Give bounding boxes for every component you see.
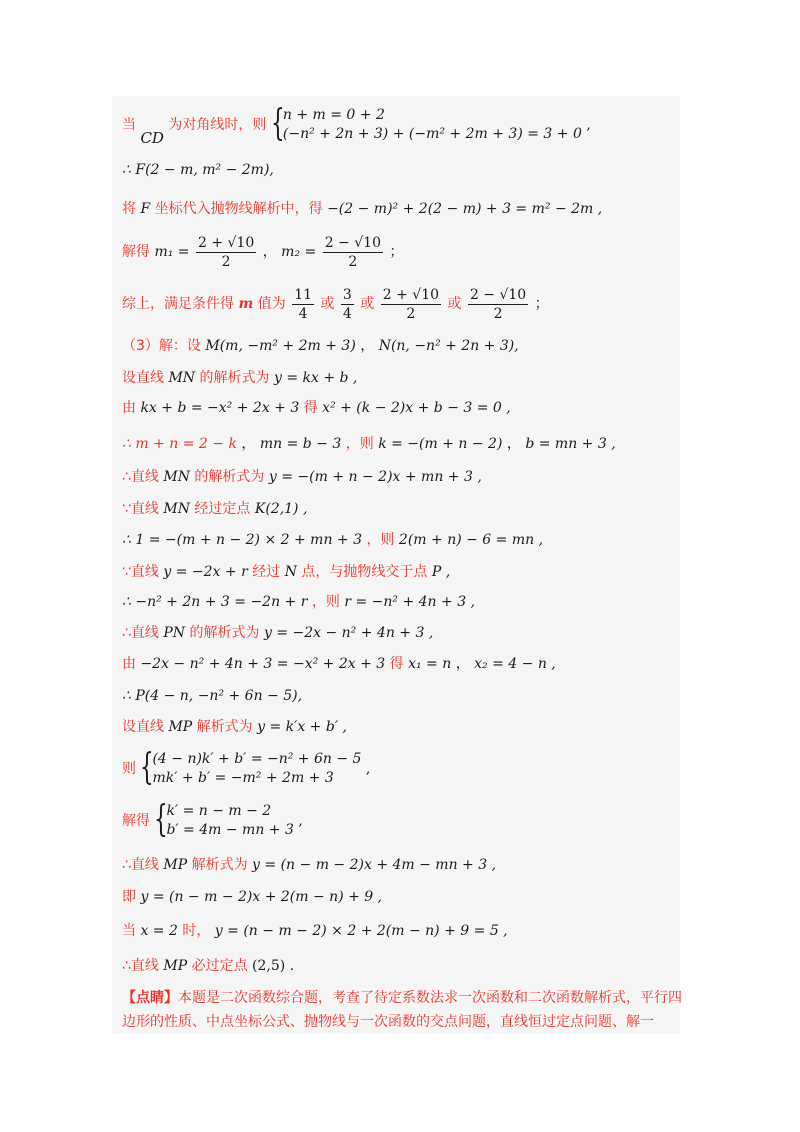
numerator: 3 xyxy=(342,286,352,303)
math: ∴ −n² + 2n + 3 = −2n + r xyxy=(122,594,308,610)
line-6 xyxy=(122,336,519,356)
text: 设直线 xyxy=(122,370,164,386)
text: 则 xyxy=(122,761,136,777)
numerator: 2 + √10 xyxy=(382,286,440,303)
text: 解得 xyxy=(122,813,150,829)
math: y = kx + b , xyxy=(273,370,358,386)
text: 为对角线时，则 xyxy=(168,117,267,133)
math: F xyxy=(140,201,151,217)
line-20 xyxy=(122,799,303,840)
math: y = (n − m − 2) × 2 + 2(m − n) + 9 = 5 , xyxy=(214,923,508,939)
math: x₁ = n xyxy=(408,656,452,672)
fraction xyxy=(196,234,256,271)
math: M(m, −m² + 2m + 3) xyxy=(205,338,356,354)
text: ∵直线 xyxy=(122,564,159,580)
math: −(2 − m)² + 2(2 − m) + 3 = m² − 2m , xyxy=(327,201,603,217)
line-11 xyxy=(122,499,307,519)
numerator: 2 + √10 xyxy=(197,234,255,251)
text: 当 xyxy=(122,117,136,133)
text: 的解析式为 xyxy=(194,469,265,485)
line-13 xyxy=(122,562,450,582)
text: 得 xyxy=(303,400,318,416)
text: ，则 xyxy=(345,436,374,452)
math: −2x − n² + 4n + 3 = −x² + 2x + 3 xyxy=(140,656,386,672)
line-23 xyxy=(122,921,508,941)
fraction xyxy=(341,286,354,323)
text: 或 xyxy=(320,296,335,312)
line-3 xyxy=(122,199,602,219)
line-22 xyxy=(122,887,382,907)
text: 设直线 xyxy=(122,719,164,735)
line-19 xyxy=(122,747,371,788)
math: ∴ m + n = 2 − k xyxy=(122,436,237,452)
text: 值为 xyxy=(257,296,286,312)
text: 的解析式为 xyxy=(189,625,260,641)
brace: { xyxy=(270,103,285,144)
math: m₂ = xyxy=(281,244,317,260)
text: （3）解：设 xyxy=(122,338,201,354)
text: ∴直线 xyxy=(122,857,159,873)
numerator: 2 − √10 xyxy=(324,234,381,251)
punct: ； xyxy=(534,296,549,312)
line-21 xyxy=(122,855,496,875)
denominator: 2 xyxy=(348,253,358,270)
denominator: 4 xyxy=(342,305,352,322)
punct: ， xyxy=(360,338,375,354)
text: 由 xyxy=(122,656,136,672)
line-16 xyxy=(122,654,556,674)
text: 即 xyxy=(122,889,136,905)
denominator: 2 xyxy=(406,305,416,322)
math: y = (n − m − 2)x + 4m − mn + 3 , xyxy=(252,857,497,873)
brace: { xyxy=(140,747,155,788)
line-1 xyxy=(122,103,591,147)
math: N xyxy=(284,564,297,580)
denominator: 2 xyxy=(221,253,231,270)
punct: ， xyxy=(241,436,256,452)
line-14 xyxy=(122,592,475,612)
system-row: b′ = 4m − mn + 3 xyxy=(166,822,294,838)
text: 或 xyxy=(360,296,375,312)
equation-system xyxy=(154,799,294,840)
math: 2(m + n) − 6 = mn , xyxy=(398,532,544,548)
text: ∴直线 xyxy=(122,625,159,641)
punct: , xyxy=(365,761,371,777)
math: CD xyxy=(140,129,164,147)
text: 得 xyxy=(389,656,404,672)
brace: { xyxy=(154,799,169,840)
denominator: 2 xyxy=(493,305,503,322)
math: MP xyxy=(163,958,188,974)
text: 综上，满足条件得 xyxy=(122,296,234,312)
text: 将 xyxy=(122,201,136,217)
math: ∴ P(4 − n, −n² + 6n − 5), xyxy=(122,688,303,704)
line-24 xyxy=(122,956,294,976)
math: x₂ = 4 − n , xyxy=(474,656,556,672)
text: 必过定点 xyxy=(191,958,248,974)
system-row: (−n² + 2n + 3) + (−m² + 2m + 3) = 3 + 0 xyxy=(282,126,582,142)
line-18 xyxy=(122,717,347,737)
math: K(2,1) , xyxy=(254,501,308,517)
punct: ， xyxy=(455,656,470,672)
punct: , xyxy=(586,117,591,133)
line-17 xyxy=(122,686,302,706)
punct: ， xyxy=(506,436,521,452)
math: y = (n − m − 2)x + 2(m − n) + 9 , xyxy=(140,889,383,905)
math: kx + b = −x² + 2x + 3 xyxy=(140,400,300,416)
system-row: k′ = n − m − 2 xyxy=(166,803,272,819)
numerator: 11 xyxy=(294,286,313,303)
comment-tag: 【点睛】 xyxy=(122,990,178,1006)
comment-text: 本题是二次函数综合题，考查了待定系数法求一次函数和二次函数解析式，平行四边形的性质、中点坐标公式、抛物线与一次函数的交点问题，直线恒过定点问题、解一 xyxy=(122,990,682,1030)
math: x² + (k − 2)x + b − 3 = 0 , xyxy=(322,400,511,416)
math: y = −(m + n − 2)x + mn + 3 , xyxy=(268,469,482,485)
equation-system xyxy=(140,747,362,788)
math: y = −2x + r xyxy=(163,564,248,580)
math: mn = b − 3 xyxy=(259,436,342,452)
text: 经过 xyxy=(252,564,281,580)
math: y = −2x − n² + 4n + 3 , xyxy=(263,625,434,641)
text: 时， xyxy=(182,923,211,939)
math: ∴ F(2 − m, m² − 2m), xyxy=(122,162,274,178)
line-15 xyxy=(122,623,433,643)
text: ，则 xyxy=(366,532,395,548)
fraction xyxy=(381,286,441,323)
line-9 xyxy=(122,434,616,454)
math: m xyxy=(238,296,254,312)
punct: ； xyxy=(389,244,404,260)
math: P , xyxy=(431,564,451,580)
math: k = −(m + n − 2) xyxy=(378,436,503,452)
text: 解析式为 xyxy=(196,719,253,735)
text: 当 xyxy=(122,923,136,939)
math: r = −n² + 4n + 3 , xyxy=(344,594,476,610)
math: y = k′x + b′ , xyxy=(257,719,347,735)
system-row: n + m = 0 + 2 xyxy=(282,107,385,123)
text: 解得 xyxy=(122,244,150,260)
text: 由 xyxy=(122,400,136,416)
math: MP xyxy=(163,857,188,873)
math: N(n, −n² + 2n + 3), xyxy=(378,338,519,354)
equation-system xyxy=(270,103,582,144)
math: (2,5) . xyxy=(252,958,295,974)
line-7 xyxy=(122,368,357,388)
punct: , xyxy=(298,813,303,829)
line-10 xyxy=(122,467,482,487)
fraction xyxy=(323,234,383,271)
fraction xyxy=(468,286,528,323)
text: 坐标代入抛物线解析中，得 xyxy=(154,201,323,217)
text: 解析式为 xyxy=(191,857,248,873)
punct: ， xyxy=(262,244,277,260)
line-12 xyxy=(122,530,543,550)
math: MN xyxy=(163,469,190,485)
math: x = 2 xyxy=(140,923,178,939)
math: m₁ = xyxy=(154,244,190,260)
text: 或 xyxy=(447,296,462,312)
comment-block xyxy=(122,986,682,1034)
text: ∴直线 xyxy=(122,958,159,974)
fraction xyxy=(292,286,314,323)
numerator: 2 − √10 xyxy=(469,286,527,303)
text: ，则 xyxy=(311,594,340,610)
math: ∴ 1 = −(m + n − 2) × 2 + mn + 3 xyxy=(122,532,363,548)
math: PN xyxy=(163,625,186,641)
math: MP xyxy=(168,719,193,735)
text: 经过定点 xyxy=(194,501,251,517)
line-5 xyxy=(122,284,549,324)
text: ∵直线 xyxy=(122,501,159,517)
denominator: 4 xyxy=(298,305,308,322)
system-row: mk′ + b′ = −m² + 2m + 3 xyxy=(152,770,334,786)
line-8 xyxy=(122,398,511,418)
line-4 xyxy=(122,232,403,272)
line-2 xyxy=(122,160,274,180)
text: ∴直线 xyxy=(122,469,159,485)
math: b = mn + 3 , xyxy=(525,436,616,452)
text: 点，与抛物线交于点 xyxy=(301,564,428,580)
system-row: (4 − n)k′ + b′ = −n² + 6n − 5 xyxy=(152,751,362,767)
text: 的解析式为 xyxy=(199,370,270,386)
math: MN xyxy=(168,370,196,386)
math: MN xyxy=(163,501,190,517)
